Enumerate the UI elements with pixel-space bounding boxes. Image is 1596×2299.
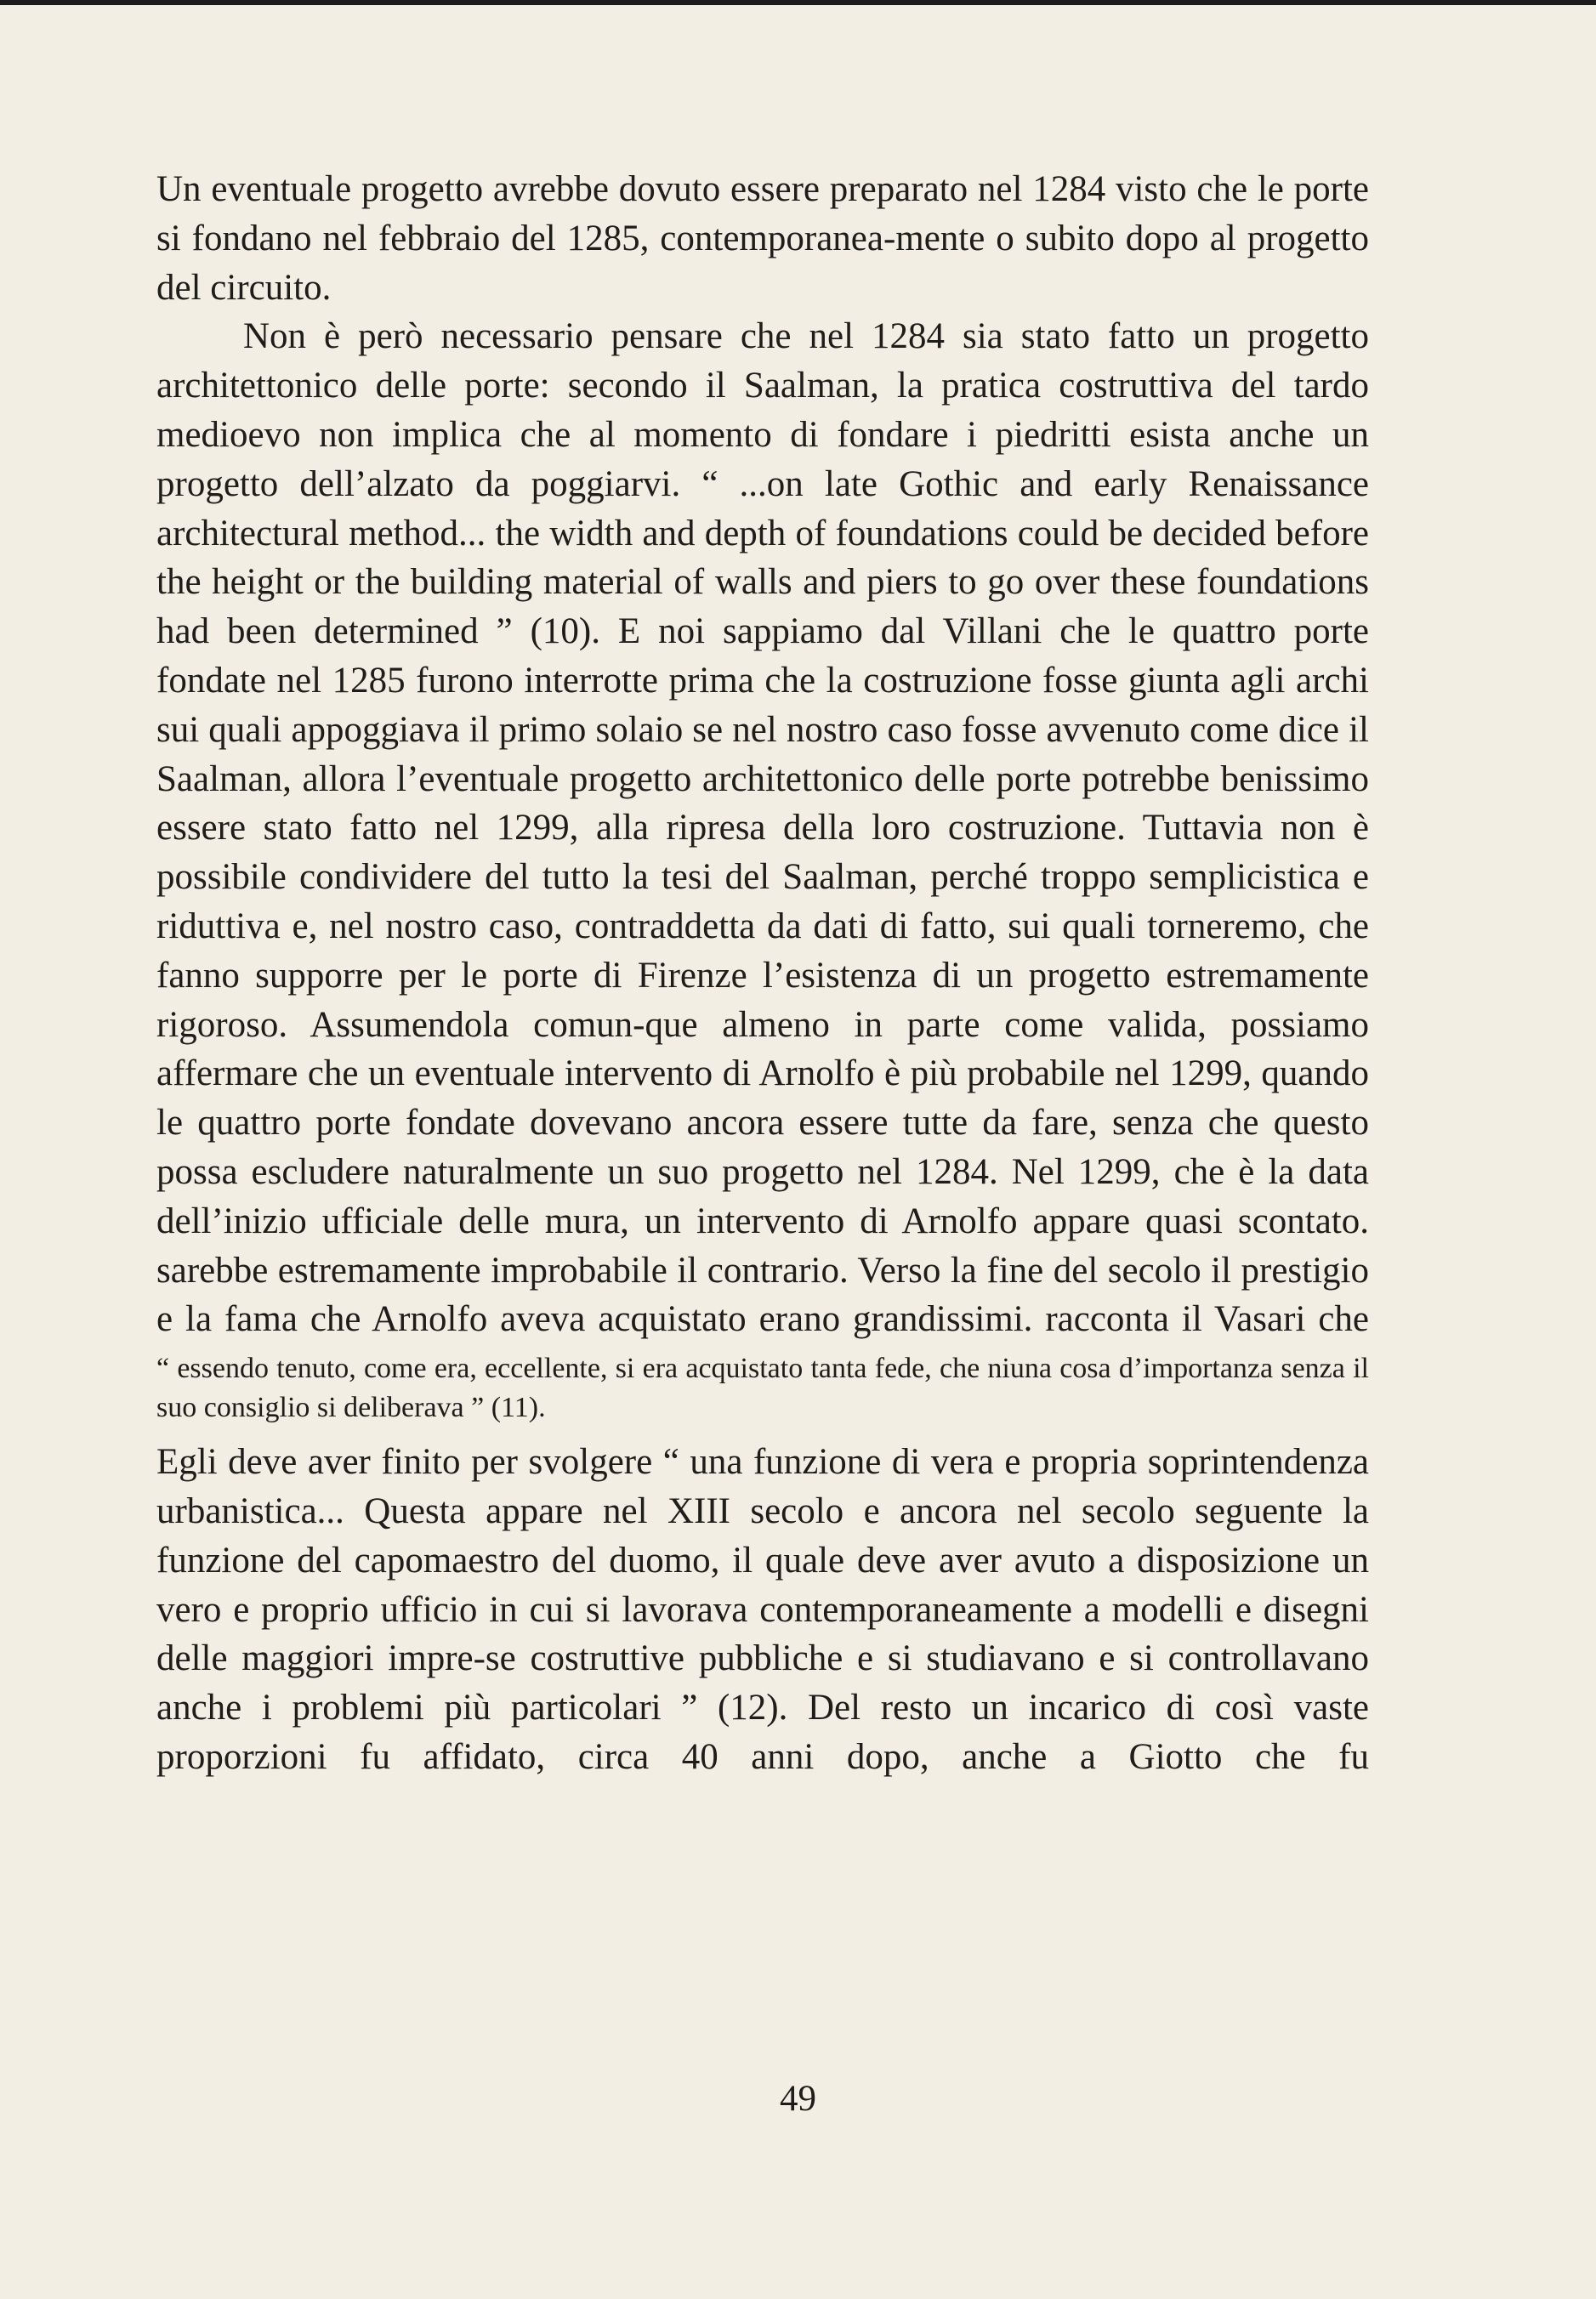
paragraph-2: Non è però necessario pensare che nel 1284 sia stato fatto un progetto architettonico delle porte: secondo il Saalman, la pratica costruttiva del tardo medioevo non implica che al momento di fondare i piedritti esista anche un progetto dell’alzato da poggiarvi. “ ...on late Gothic and early Renaissance architectural method... the width and depth of foundations could be decided before the height or the building material of walls and piers to go over these foundations had been determined ” (10). E noi sappiamo dal Villani che le quattro porte fondate nel 1285 furono interrotte prima che la costruzione fosse giunta agli archi sui quali appoggiava il primo solaio se nel nostro caso fosse avvenuto come dice il Saalman, allora l’eventuale progetto architettonico delle porte potrebbe benissimo essere stato fatto nel 1299, alla ripresa della loro costruzione. Tuttavia non è possibile condividere del tutto la tesi del Saalman, perché troppo semplicistica e riduttiva e, nel nostro caso, contraddetta da dati di fatto, sui quali torneremo, che fanno supporre per le porte di Firenze l’esistenza di un progetto estremamente rigoroso. Assumendola comun-que almeno in parte come valida, possiamo affermare che un eventuale intervento di Arnolfo è più probabile nel 1299, quando le quattro porte fondate dovevano ancora essere tutte da fare, senza che questo possa escludere naturalmente un suo progetto nel 1284. Nel 1299, che è la data dell’inizio ufficiale delle mura, un intervento di Arnolfo appare quasi scontato. sarebbe estremamente improbabile il contrario. Verso la fine del secolo il prestigio e la fama che Arnolfo aveva acquistato erano grandissimi. racconta il Vasari che <box>156 316 1369 1340</box>
book-page <box>0 5 1596 2299</box>
paragraph-1: Un eventuale progetto avrebbe dovuto essere preparato nel 1284 visto che le porte si fondano nel febbraio del 1285, contemporanea-mente o subito dopo al progetto del circuito. <box>156 169 1369 308</box>
paragraph-3: Egli deve aver finito per svolgere “ una funzione di vera e propria soprintendenza urbanistica... Questa appare nel XIII secolo e ancora nel secolo seguente la funzione del capomaestro del duomo, il quale deve aver avuto a disposizione un vero e proprio ufficio in cui si lavorava contemporaneamente a modelli e disegni delle maggiori impre-se costruttive pubbliche e si studiavano e si controllavano anche i problemi più particolari ” (12). Del resto un incarico di così vaste proporzioni fu affidato, circa 40 anni dopo, anche a Giotto che fu <box>156 1442 1369 1777</box>
block-quote: “ essendo tenuto, come era, eccellente, si era acquistato tanta fede, che niuna cosa d’importanza senza il suo consiglio si deliberava ” (11). <box>156 1353 1369 1424</box>
page-body <box>156 165 1369 1782</box>
page-number: 49 <box>780 2079 816 2119</box>
